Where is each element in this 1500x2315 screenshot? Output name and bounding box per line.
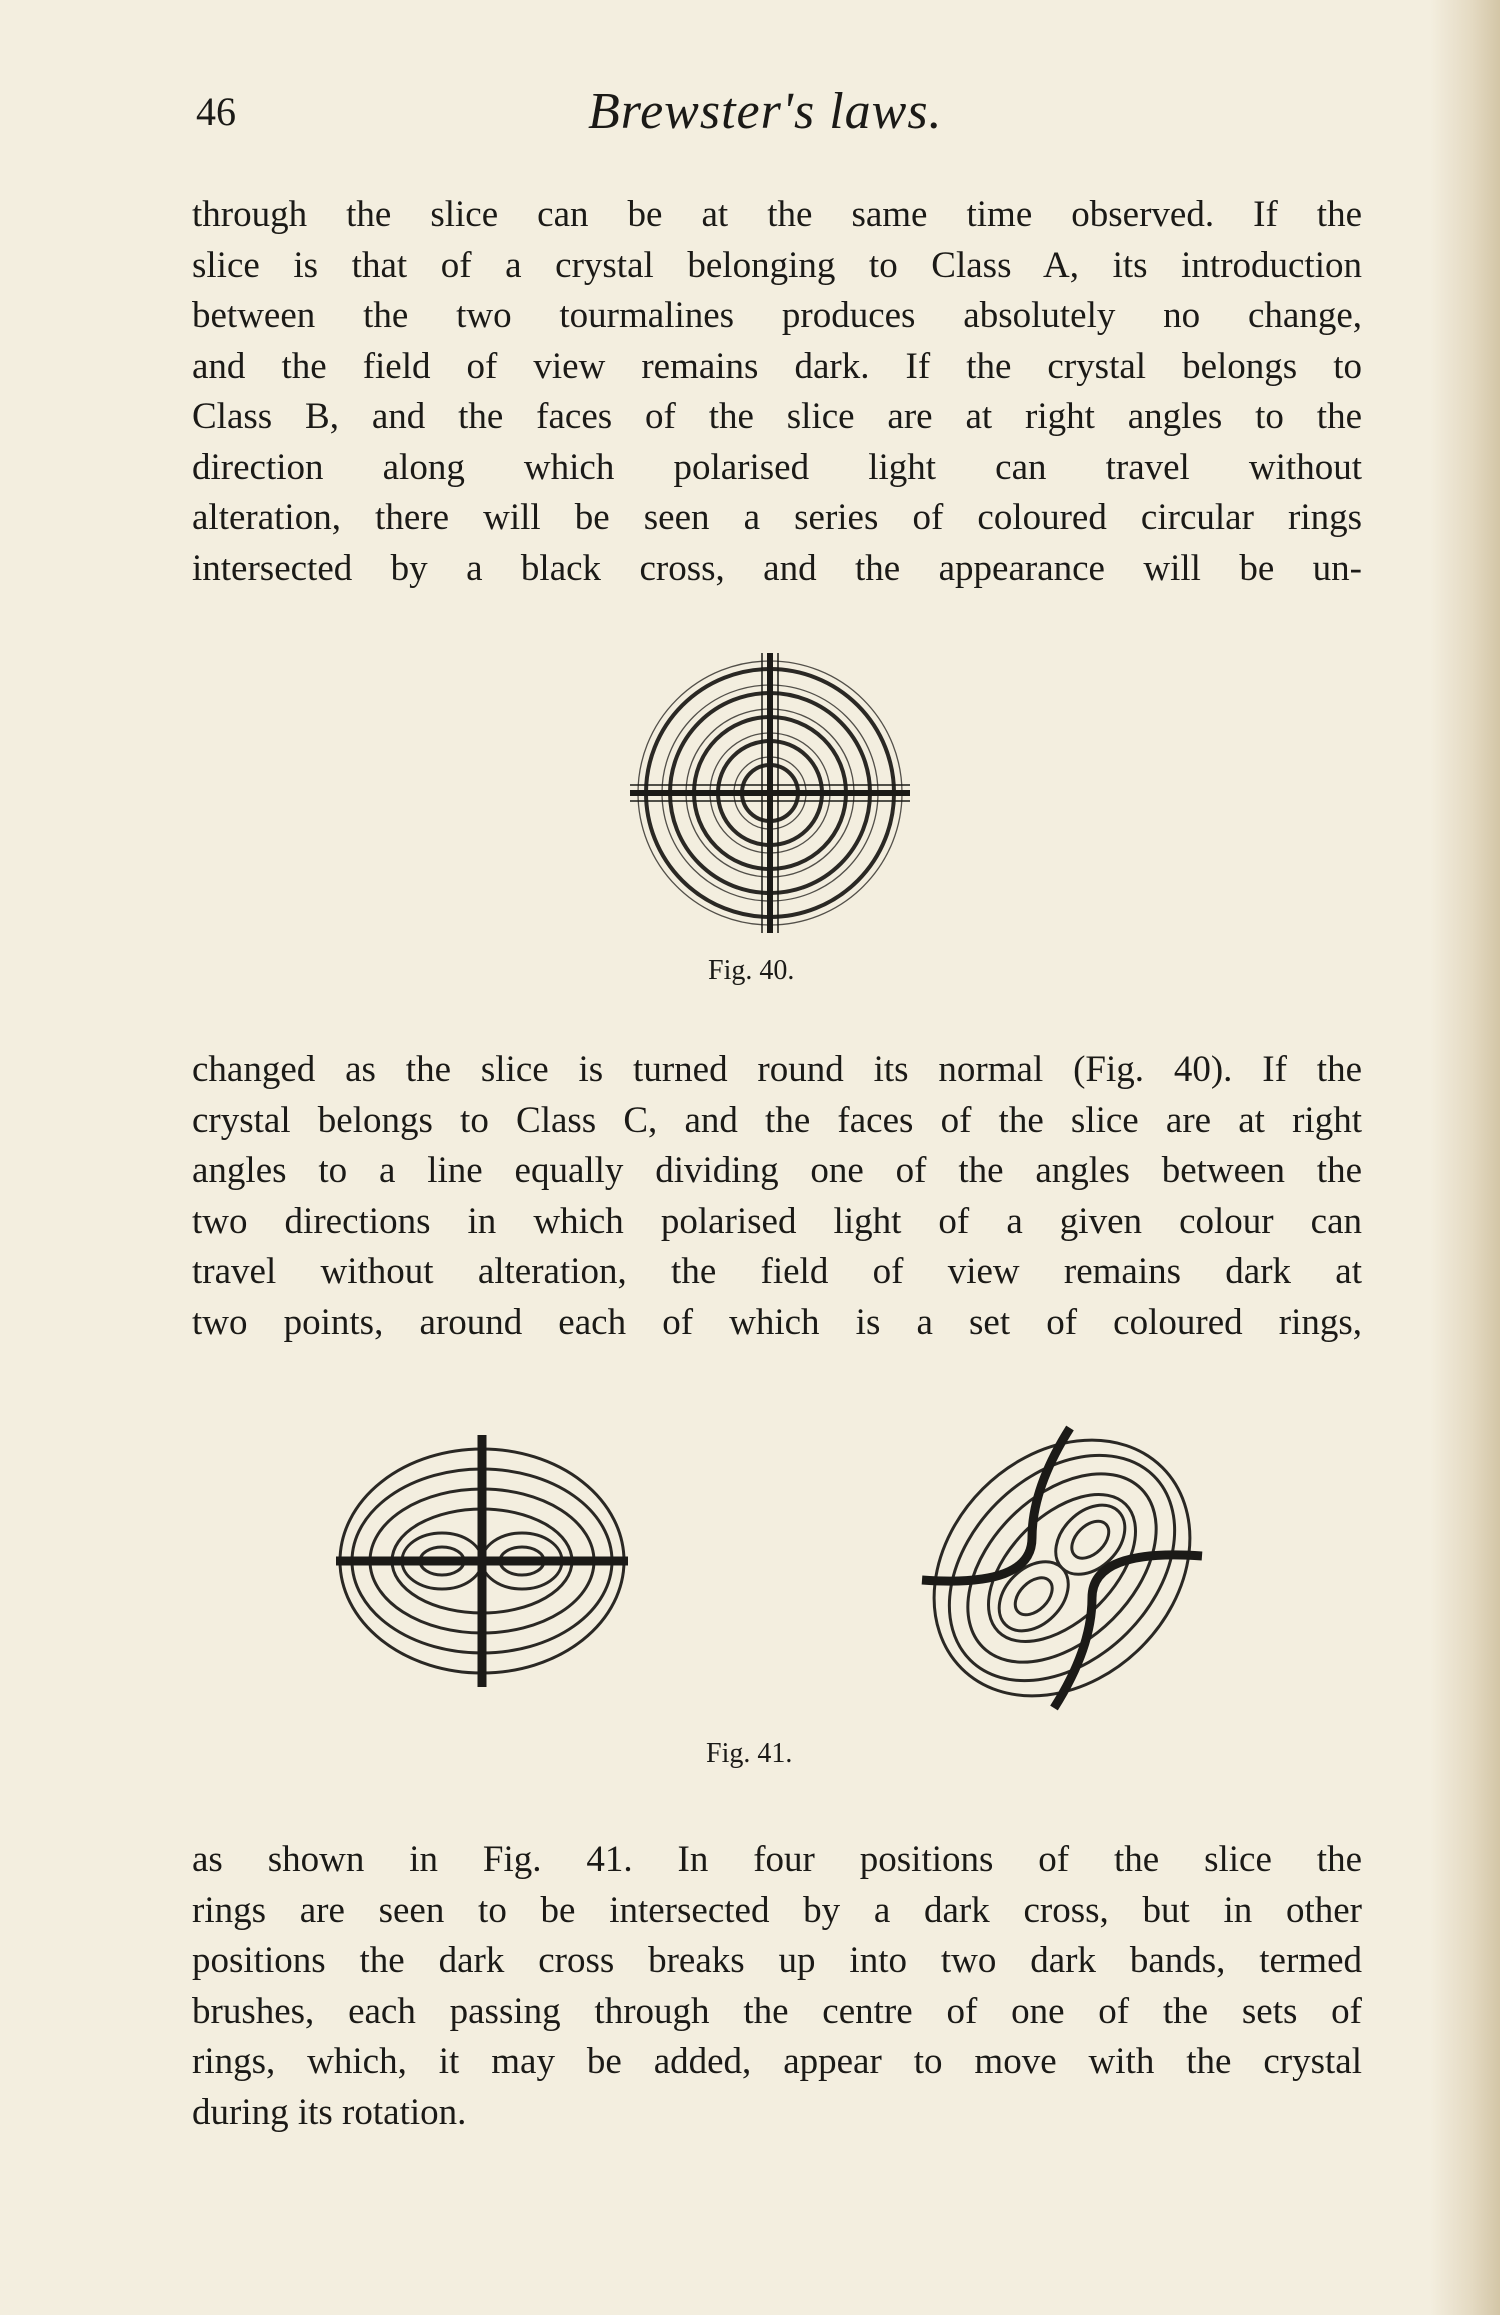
text-line: during its rotation. — [192, 2091, 467, 2133]
page-number: 46 — [196, 89, 236, 134]
figure-41-left-cross — [332, 1430, 632, 1692]
text-line: crystal belongs to Class C, and the faces of the slice are at right — [192, 1099, 1362, 1141]
text-line: direction along which polarised light can travel without — [192, 446, 1362, 488]
paragraph-3 — [192, 1835, 1362, 2138]
figure-40-caption: Fig. 40. — [708, 955, 795, 986]
text-line: alteration, there will be seen a series of coloured circular rings — [192, 497, 1362, 538]
text-line: rings, which, it may be added, appear to move with the crystal — [192, 2041, 1362, 2082]
text-line: brushes, each passing through the centre of one of the sets of — [192, 1990, 1362, 2032]
page-header — [196, 83, 1366, 148]
paragraph-2 — [192, 1045, 1362, 1348]
text-line: between the two tourmalines produces absolutely no change, — [192, 295, 1362, 336]
text-line: two directions in which polarised light of a given colour can — [192, 1200, 1362, 1242]
text-line: through the slice can be at the same time observed. If the — [192, 194, 1362, 235]
text-line: rings are seen to be intersected by a dark cross, but in other — [192, 1889, 1362, 1931]
text-line: two points, around each of which is a set of coloured rings, — [192, 1301, 1362, 1343]
text-line: intersected by a black cross, and the appearance will be un- — [192, 547, 1362, 589]
figure-41-caption: Fig. 41. — [706, 1738, 793, 1769]
text-line: slice is that of a crystal belonging to Class A, its introduction — [192, 244, 1362, 286]
running-title: Brewster's laws. — [588, 83, 943, 140]
text-line: positions the dark cross breaks up into two dark bands, termed — [192, 1940, 1362, 1981]
text-line: angles to a line equally dividing one of the angles between the — [192, 1150, 1362, 1191]
paragraph-1 — [192, 190, 1362, 594]
text-line: Class B, and the faces of the slice are at right angles to the — [192, 396, 1362, 437]
figure-40-rings-cross — [625, 648, 915, 938]
text-line: as shown in Fig. 41. In four positions of the slice the — [192, 1839, 1362, 1880]
text-line: and the field of view remains dark. If the crystal belongs to — [192, 345, 1362, 387]
figure-41-right-brushes — [912, 1418, 1212, 1718]
text-line: travel without alteration, the field of view remains dark at — [192, 1251, 1362, 1292]
text-line: changed as the slice is turned round its normal (Fig. 40). If the — [192, 1049, 1362, 1090]
page-edge-shadow — [1430, 0, 1500, 2315]
